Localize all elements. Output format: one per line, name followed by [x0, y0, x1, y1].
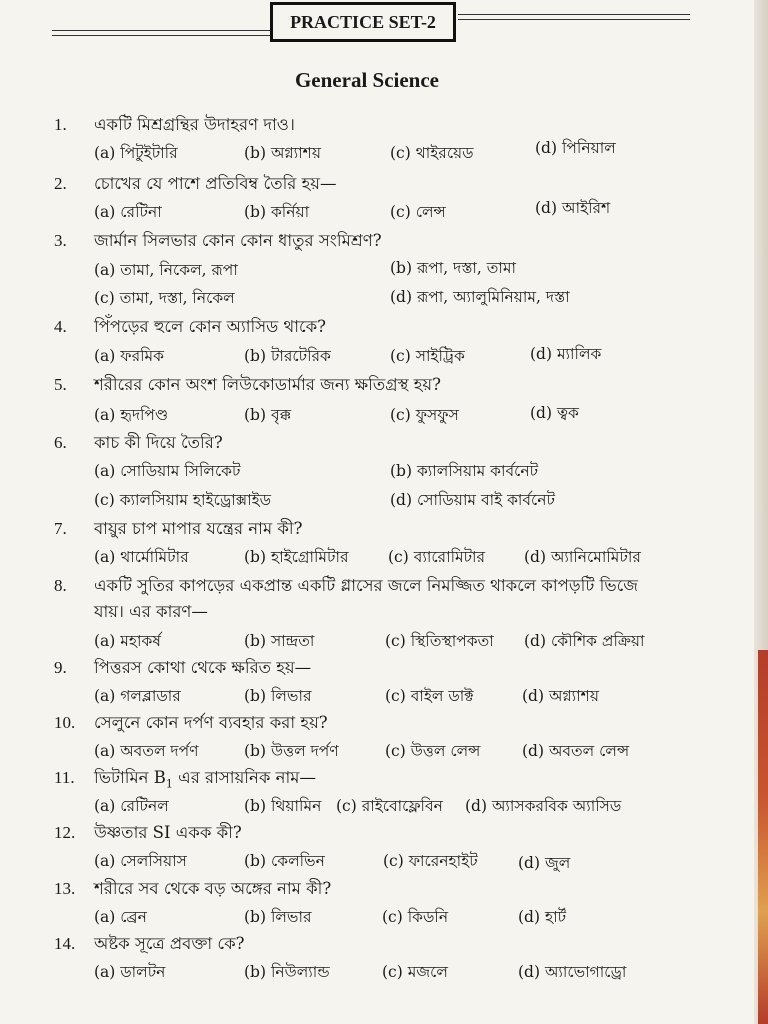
option-d[interactable]: (d) অ্যানিমোমিটার: [524, 548, 641, 566]
rule-line: [458, 19, 690, 20]
option-b[interactable]: (b) হাইগ্রোমিটার: [244, 548, 349, 566]
option-a[interactable]: (a) তামা, নিকেল, রূপা: [94, 261, 238, 279]
option-b[interactable]: (b) উত্তল দর্পণ: [244, 742, 339, 760]
option-b[interactable]: (b) নিউল্যান্ড: [244, 963, 330, 981]
option-c[interactable]: (c) স্থিতিস্থাপকতা: [385, 632, 494, 650]
option-c[interactable]: (c) ব্যারোমিটার: [388, 548, 486, 566]
option-c[interactable]: (c) ক্যালসিয়াম হাইড্রোক্সাইড: [94, 491, 272, 509]
question-text: পিঁপড়ের হুলে কোন অ্যাসিড থাকে?: [94, 317, 327, 336]
question-text: চোখের যে পাশে প্রতিবিম্ব তৈরি হয়—: [94, 174, 337, 193]
option-d[interactable]: (d) অগ্ন্যাশয়: [522, 687, 599, 705]
option-b[interactable]: (b) কেলভিন: [244, 852, 325, 870]
option-c[interactable]: (c) তামা, দস্তা, নিকেল: [94, 289, 235, 307]
question-text-part: ভিটামিন B: [94, 768, 166, 787]
question-text-continued: যায়। এর কারণ—: [94, 602, 208, 621]
option-b[interactable]: (b) রূপা, দস্তা, তামা: [390, 259, 516, 277]
option-d[interactable]: (d) হার্ট: [518, 908, 567, 926]
option-b[interactable]: (b) লিভার: [244, 908, 312, 926]
option-b[interactable]: (b) ক্যালসিয়াম কার্বনেট: [390, 462, 539, 480]
option-d[interactable]: (d) অ্যাসকরবিক অ্যাসিড: [465, 797, 622, 815]
option-c[interactable]: (c) ফারেনহাইট: [383, 852, 478, 870]
option-c[interactable]: (c) উত্তল লেন্স: [385, 742, 481, 760]
practice-set-title: PRACTICE SET-2: [290, 11, 436, 32]
option-d[interactable]: (d) ম্যালিক: [530, 345, 602, 363]
option-d[interactable]: (d) কৌশিক প্রক্রিয়া: [524, 632, 645, 650]
question-number: 11.: [54, 768, 75, 787]
question-text: [94, 767, 316, 795]
option-a[interactable]: (a) গলব্লাডার: [94, 687, 181, 705]
option-b[interactable]: (b) থিয়ামিন: [244, 797, 322, 815]
option-d[interactable]: (d) অবতল লেন্স: [522, 742, 630, 760]
question-text: অষ্টক সূত্রে প্রবক্তা কে?: [94, 934, 245, 953]
option-c[interactable]: (c) ফুসফুস: [390, 406, 459, 424]
option-a[interactable]: (a) সেলসিয়াস: [94, 852, 187, 870]
question-text-part: এর রাসায়নিক নাম—: [172, 768, 316, 787]
question-number: 1.: [54, 115, 67, 134]
option-a[interactable]: (a) ফরমিক: [94, 347, 165, 365]
option-b[interactable]: (b) অগ্ন্যাশয়: [244, 144, 321, 162]
option-a[interactable]: (a) ডালটন: [94, 963, 166, 981]
question-number: 9.: [54, 658, 67, 677]
question-number: 5.: [54, 375, 67, 394]
question-text: একটি মিশ্রগ্রন্থির উদাহরণ দাও।: [94, 115, 295, 134]
question-text: পিত্তরস কোথা থেকে ক্ষরিত হয়—: [94, 658, 312, 677]
option-d[interactable]: (d) জুল: [518, 854, 571, 872]
option-d[interactable]: (d) রূপা, অ্যালুমিনিয়াম, দস্তা: [390, 288, 570, 306]
option-b[interactable]: (b) কর্নিয়া: [244, 203, 310, 221]
rule-line: [52, 35, 272, 36]
option-c[interactable]: (c) থাইরয়েড: [390, 144, 474, 162]
option-a[interactable]: (a) রেটিনা: [94, 203, 162, 221]
option-b[interactable]: (b) সান্দ্রতা: [244, 632, 315, 650]
question-number: 7.: [54, 519, 67, 538]
option-c[interactable]: (c) রাইবোফ্লেবিন: [336, 797, 443, 815]
option-a[interactable]: (a) রেটিনল: [94, 797, 169, 815]
option-b[interactable]: (b) লিভার: [244, 687, 312, 705]
rule-line: [52, 30, 272, 31]
option-c[interactable]: (c) লেন্স: [390, 203, 446, 221]
option-d[interactable]: (d) আইরিশ: [535, 199, 611, 217]
question-text: বায়ুর চাপ মাপার যন্ত্রের নাম কী?: [94, 519, 303, 538]
background-fabric: [758, 650, 768, 1024]
question-text: শরীরের কোন অংশ লিউকোডার্মার জন্য ক্ষতিগ্রস্থ হয়?: [94, 375, 441, 394]
question-text: একটি সুতির কাপড়ের একপ্রান্ত একটি গ্লাসের জলে নিমজ্জিত থাকলে কাপড়টি ভিজে: [94, 576, 639, 595]
option-a[interactable]: (a) থার্মোমিটার: [94, 548, 189, 566]
option-c[interactable]: (c) সাইট্রিক: [390, 347, 465, 365]
question-number: 3.: [54, 231, 67, 250]
option-d[interactable]: (d) ত্বক: [530, 404, 579, 422]
question-text: শরীরে সব থেকে বড় অঙ্গের নাম কী?: [94, 879, 332, 898]
question-text: জার্মান সিলভার কোন কোন ধাতুর সংমিশ্রণ?: [94, 231, 382, 250]
option-d[interactable]: (d) পিনিয়াল: [535, 139, 616, 157]
option-a[interactable]: (a) সোডিয়াম সিলিকেট: [94, 462, 241, 480]
practice-set-header: [270, 2, 456, 42]
rule-line: [458, 14, 690, 15]
question-number: 8.: [54, 576, 67, 595]
option-c[interactable]: (c) মজলে: [382, 963, 448, 981]
option-b[interactable]: (b) বৃক্ক: [244, 406, 291, 424]
question-number: 13.: [54, 879, 76, 898]
option-a[interactable]: (a) মহাকর্ষ: [94, 632, 161, 650]
option-b[interactable]: (b) টারটেরিক: [244, 347, 331, 365]
option-a[interactable]: (a) ব্রেন: [94, 908, 147, 926]
question-number: 2.: [54, 174, 67, 193]
question-number: 12.: [54, 823, 76, 842]
option-a[interactable]: (a) হৃদপিণ্ড: [94, 406, 169, 424]
option-a[interactable]: (a) পিটুইটারি: [94, 144, 178, 162]
question-number: 10.: [54, 713, 76, 732]
option-c[interactable]: (c) কিডনি: [382, 908, 449, 926]
question-number: 6.: [54, 433, 67, 452]
question-number: 14.: [54, 934, 76, 953]
option-c[interactable]: (c) বাইল ডাক্ট: [385, 687, 474, 705]
subject-heading: General Science: [294, 68, 440, 92]
subscript: 1: [165, 777, 173, 791]
option-a[interactable]: (a) অবতল দর্পণ: [94, 742, 199, 760]
question-text: উষ্ণতার SI একক কী?: [94, 823, 242, 842]
question-number: 4.: [54, 317, 67, 336]
question-text: কাচ কী দিয়ে তৈরি?: [94, 433, 223, 452]
question-text: সেলুনে কোন দর্পণ ব্যবহার করা হয়?: [94, 713, 328, 732]
option-d[interactable]: (d) সোডিয়াম বাই কার্বনেট: [390, 491, 555, 509]
option-d[interactable]: (d) অ্যাভোগাড্রো: [518, 963, 627, 981]
